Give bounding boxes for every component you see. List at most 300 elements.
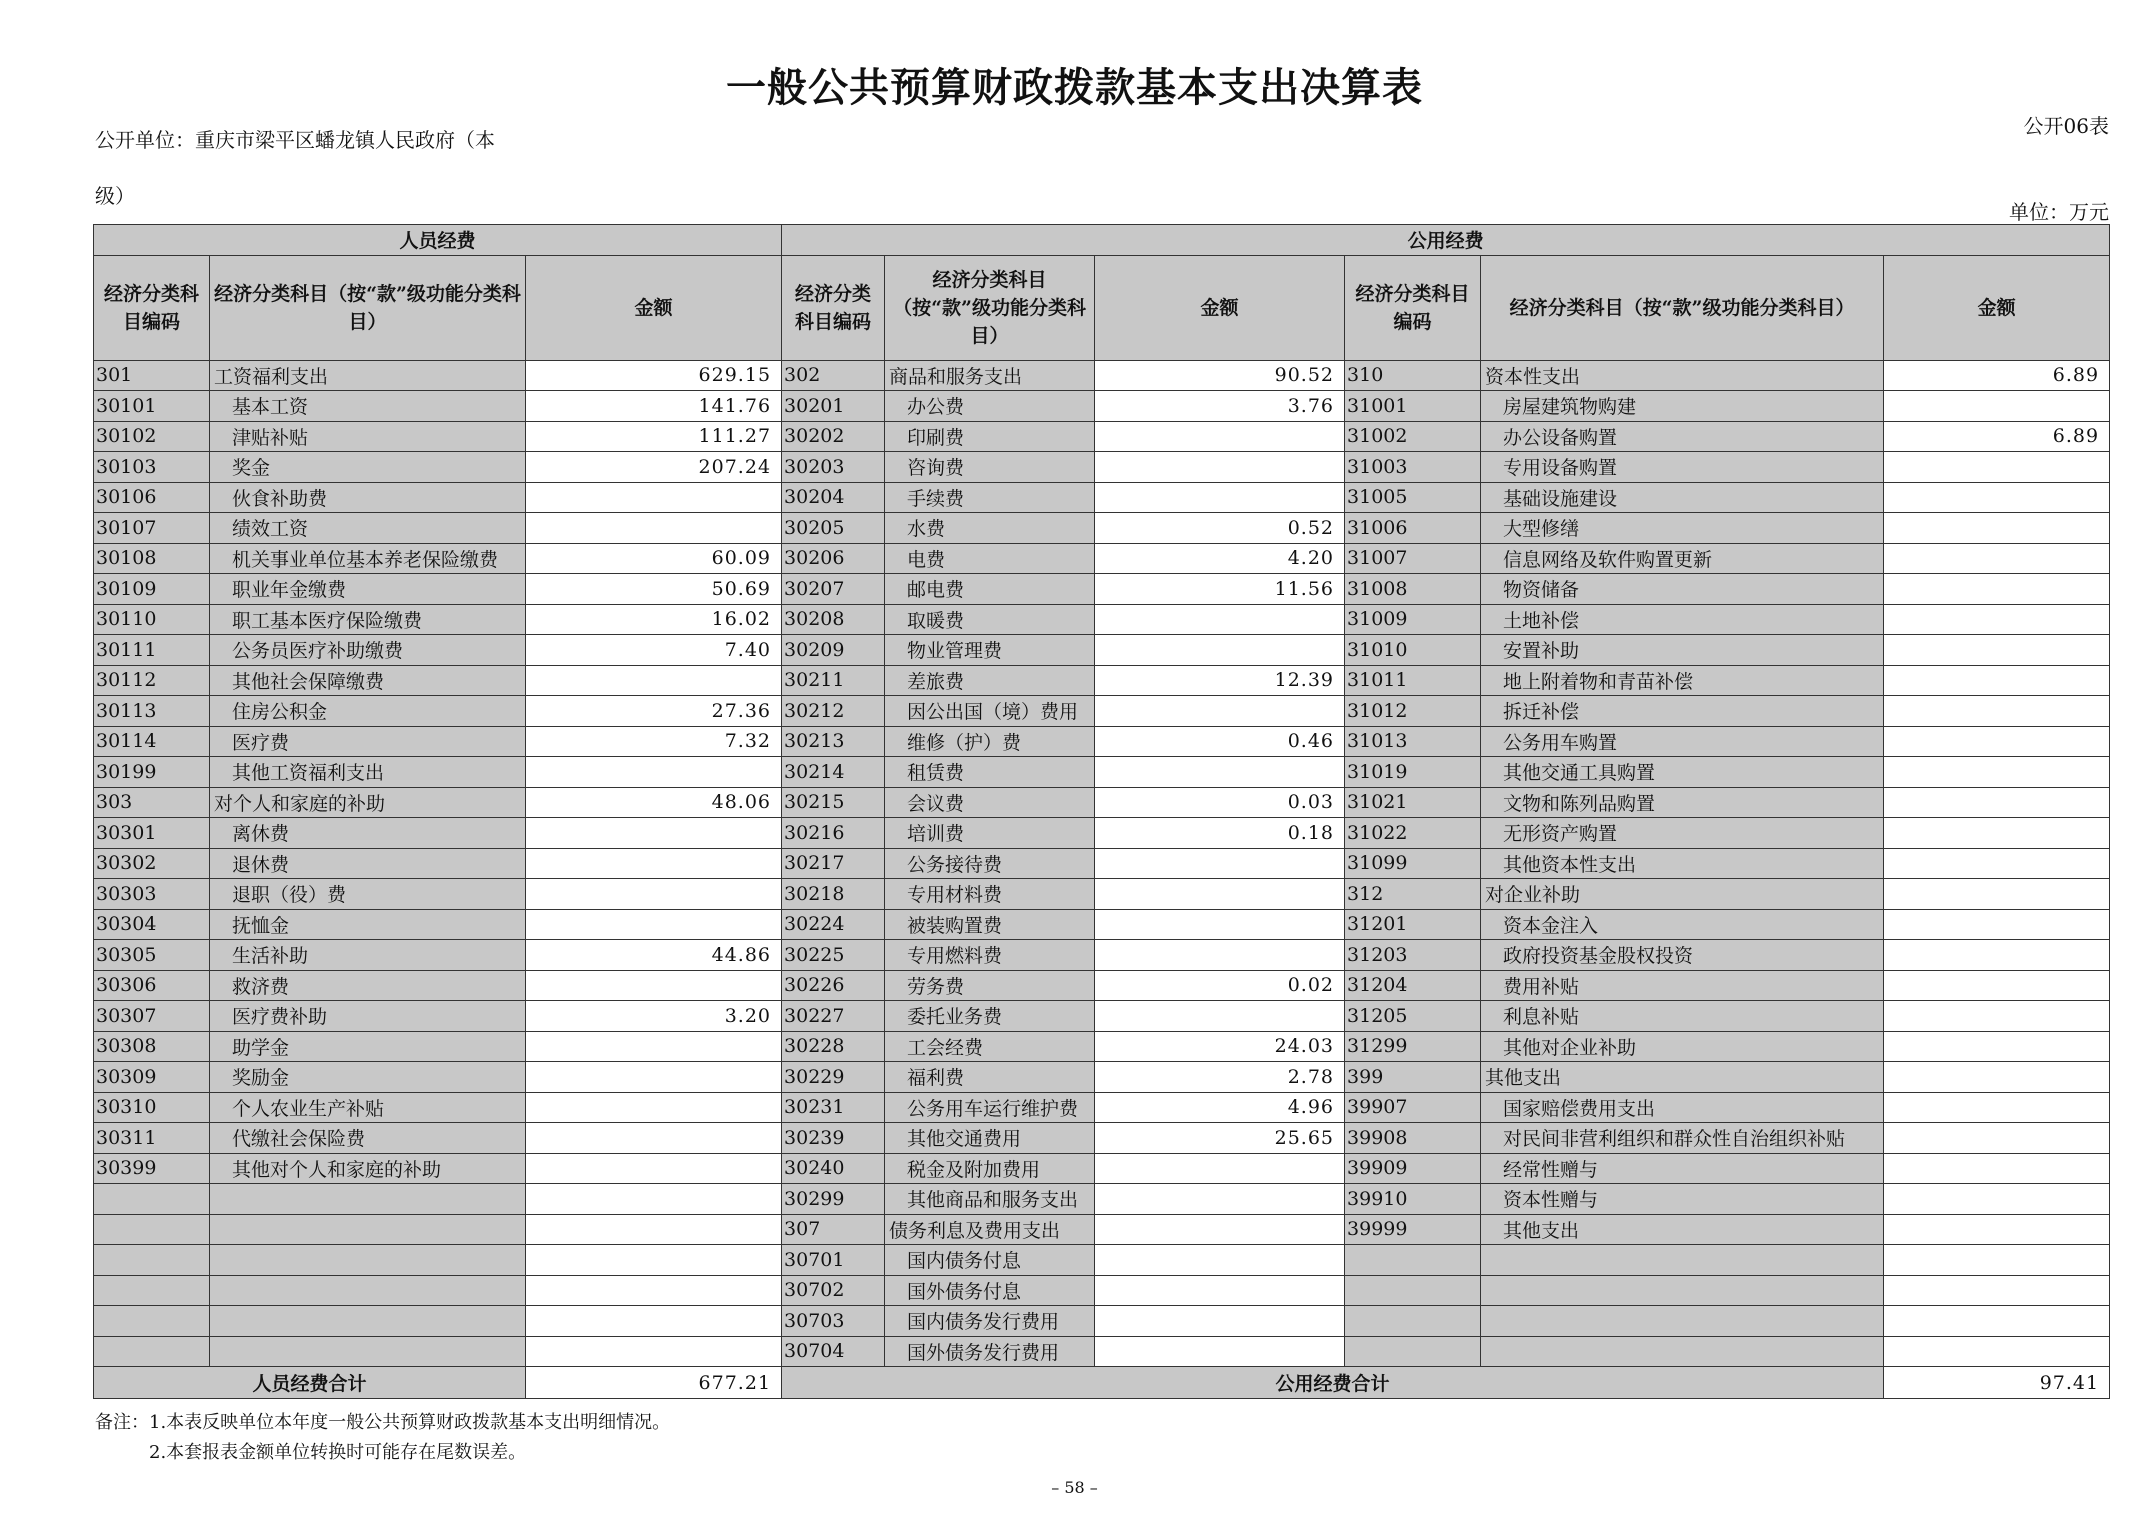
amount-cell bbox=[1884, 940, 2110, 971]
item-name-cell: 债务利息及费用支出 bbox=[885, 1214, 1095, 1245]
item-name-cell: 地上附着物和青苗补偿 bbox=[1481, 665, 1884, 696]
code-cell: 30703 bbox=[782, 1306, 885, 1337]
item-name-cell: 国家赔偿费用支出 bbox=[1481, 1092, 1884, 1123]
table-row bbox=[94, 1336, 2110, 1367]
amount-cell: 141.76 bbox=[526, 391, 782, 422]
amount-cell bbox=[526, 1031, 782, 1062]
amount-cell bbox=[526, 1275, 782, 1306]
code-cell: 39908 bbox=[1345, 1123, 1481, 1154]
item-name-cell: 其他支出 bbox=[1481, 1214, 1884, 1245]
code-cell: 30399 bbox=[94, 1153, 210, 1184]
amount-cell bbox=[526, 1306, 782, 1337]
code-cell: 399 bbox=[1345, 1062, 1481, 1093]
amount-cell bbox=[1095, 482, 1345, 513]
code-cell: 30207 bbox=[782, 574, 885, 605]
item-name-cell: 印刷费 bbox=[885, 421, 1095, 452]
code-cell bbox=[94, 1306, 210, 1337]
public-header: 公用经费 bbox=[782, 225, 2110, 256]
code-cell: 31021 bbox=[1345, 787, 1481, 818]
item-name-cell: 办公费 bbox=[885, 391, 1095, 422]
code-cell: 31009 bbox=[1345, 604, 1481, 635]
code-cell: 30209 bbox=[782, 635, 885, 666]
amount-cell bbox=[1884, 1336, 2110, 1367]
code-cell: 30112 bbox=[94, 665, 210, 696]
amount-cell: 16.02 bbox=[526, 604, 782, 635]
amount-cell bbox=[1884, 665, 2110, 696]
code-cell bbox=[94, 1336, 210, 1367]
code-cell: 31201 bbox=[1345, 909, 1481, 940]
code-cell bbox=[1345, 1306, 1481, 1337]
amount-cell: 629.15 bbox=[526, 360, 782, 391]
item-name-cell: 电费 bbox=[885, 543, 1095, 574]
item-name-cell: 办公设备购置 bbox=[1481, 421, 1884, 452]
item-name-cell: 津贴补贴 bbox=[210, 421, 526, 452]
code-cell: 30701 bbox=[782, 1245, 885, 1276]
amount-cell bbox=[1884, 848, 2110, 879]
code-cell: 30108 bbox=[94, 543, 210, 574]
item-name-cell: 文物和陈列品购置 bbox=[1481, 787, 1884, 818]
amount-cell bbox=[1095, 452, 1345, 483]
notes bbox=[95, 1408, 670, 1468]
table-row bbox=[94, 757, 2110, 788]
code-cell: 303 bbox=[94, 787, 210, 818]
item-name-cell: 其他工资福利支出 bbox=[210, 757, 526, 788]
item-name-cell: 工会经费 bbox=[885, 1031, 1095, 1062]
item-name-cell: 国外债务付息 bbox=[885, 1275, 1095, 1306]
item-name-cell: 手续费 bbox=[885, 482, 1095, 513]
item-name-cell: 伙食补助费 bbox=[210, 482, 526, 513]
note-1: 备注：1.本表反映单位本年度一般公共预算财政拨款基本支出明细情况。 bbox=[95, 1412, 671, 1433]
col-name-1: 经济分类科目（按“款”级功能分类科目） bbox=[210, 255, 526, 360]
amount-cell bbox=[526, 879, 782, 910]
code-cell: 30202 bbox=[782, 421, 885, 452]
amount-cell bbox=[1095, 635, 1345, 666]
col-code-3: 经济分类科目编码 bbox=[1345, 255, 1481, 360]
amount-cell bbox=[526, 1336, 782, 1367]
code-cell: 30215 bbox=[782, 787, 885, 818]
code-cell: 30211 bbox=[782, 665, 885, 696]
code-cell: 30302 bbox=[94, 848, 210, 879]
amount-cell bbox=[1884, 970, 2110, 1001]
amount-cell bbox=[1095, 1275, 1345, 1306]
code-cell: 30310 bbox=[94, 1092, 210, 1123]
table-row bbox=[94, 574, 2110, 605]
item-name-cell bbox=[210, 1214, 526, 1245]
amount-cell bbox=[1884, 1001, 2110, 1032]
amount-cell: 0.02 bbox=[1095, 970, 1345, 1001]
code-cell: 31204 bbox=[1345, 970, 1481, 1001]
amount-cell: 0.46 bbox=[1095, 726, 1345, 757]
item-name-cell: 培训费 bbox=[885, 818, 1095, 849]
amount-cell bbox=[1095, 879, 1345, 910]
amount-cell bbox=[526, 1184, 782, 1215]
amount-cell: 0.03 bbox=[1095, 787, 1345, 818]
amount-cell bbox=[1884, 635, 2110, 666]
table-row bbox=[94, 848, 2110, 879]
amount-cell: 2.78 bbox=[1095, 1062, 1345, 1093]
item-name-cell: 奖金 bbox=[210, 452, 526, 483]
code-cell: 30106 bbox=[94, 482, 210, 513]
item-name-cell: 其他交通工具购置 bbox=[1481, 757, 1884, 788]
item-name-cell: 维修（护）费 bbox=[885, 726, 1095, 757]
table-row bbox=[94, 635, 2110, 666]
item-name-cell: 救济费 bbox=[210, 970, 526, 1001]
amount-cell bbox=[1884, 696, 2110, 727]
expenditure-table bbox=[93, 224, 2110, 1399]
table-row bbox=[94, 665, 2110, 696]
amount-cell bbox=[526, 818, 782, 849]
code-cell: 31299 bbox=[1345, 1031, 1481, 1062]
item-name-cell: 其他对个人和家庭的补助 bbox=[210, 1153, 526, 1184]
amount-cell bbox=[1884, 1306, 2110, 1337]
code-cell: 30110 bbox=[94, 604, 210, 635]
code-cell: 31022 bbox=[1345, 818, 1481, 849]
item-name-cell: 医疗费 bbox=[210, 726, 526, 757]
table-row bbox=[94, 543, 2110, 574]
item-name-cell: 对民间非营利组织和群众性自治组织补贴 bbox=[1481, 1123, 1884, 1154]
item-name-cell: 资本性赠与 bbox=[1481, 1184, 1884, 1215]
code-cell: 30111 bbox=[94, 635, 210, 666]
code-cell: 30102 bbox=[94, 421, 210, 452]
item-name-cell bbox=[210, 1245, 526, 1276]
amount-cell bbox=[526, 1062, 782, 1093]
amount-cell bbox=[526, 513, 782, 544]
amount-cell: 207.24 bbox=[526, 452, 782, 483]
amount-cell: 12.39 bbox=[1095, 665, 1345, 696]
item-name-cell: 工资福利支出 bbox=[210, 360, 526, 391]
amount-cell bbox=[1884, 1184, 2110, 1215]
code-cell: 31013 bbox=[1345, 726, 1481, 757]
amount-cell bbox=[1884, 452, 2110, 483]
amount-cell: 60.09 bbox=[526, 543, 782, 574]
amount-cell bbox=[526, 1123, 782, 1154]
amount-cell bbox=[1884, 1031, 2110, 1062]
item-name-cell: 大型修缮 bbox=[1481, 513, 1884, 544]
code-cell: 30109 bbox=[94, 574, 210, 605]
code-cell: 30301 bbox=[94, 818, 210, 849]
item-name-cell: 公务员医疗补助缴费 bbox=[210, 635, 526, 666]
amount-cell bbox=[526, 1214, 782, 1245]
code-cell: 30199 bbox=[94, 757, 210, 788]
amount-cell bbox=[1095, 604, 1345, 635]
code-cell: 30240 bbox=[782, 1153, 885, 1184]
table-row bbox=[94, 1275, 2110, 1306]
amount-cell: 11.56 bbox=[1095, 574, 1345, 605]
code-cell: 30101 bbox=[94, 391, 210, 422]
item-name-cell: 资本性支出 bbox=[1481, 360, 1884, 391]
item-name-cell: 公务接待费 bbox=[885, 848, 1095, 879]
code-cell: 30201 bbox=[782, 391, 885, 422]
amount-cell bbox=[1095, 1153, 1345, 1184]
amount-cell bbox=[1884, 818, 2110, 849]
amount-cell bbox=[526, 1245, 782, 1276]
item-name-cell: 土地补偿 bbox=[1481, 604, 1884, 635]
item-name-cell: 利息补贴 bbox=[1481, 1001, 1884, 1032]
code-cell: 30299 bbox=[782, 1184, 885, 1215]
item-name-cell: 房屋建筑物购建 bbox=[1481, 391, 1884, 422]
col-amount-1: 金额 bbox=[526, 255, 782, 360]
item-name-cell: 费用补贴 bbox=[1481, 970, 1884, 1001]
code-cell bbox=[1345, 1275, 1481, 1306]
item-name-cell: 抚恤金 bbox=[210, 909, 526, 940]
code-cell: 31203 bbox=[1345, 940, 1481, 971]
item-name-cell: 邮电费 bbox=[885, 574, 1095, 605]
item-name-cell: 会议费 bbox=[885, 787, 1095, 818]
table-row bbox=[94, 1153, 2110, 1184]
item-name-cell: 物资储备 bbox=[1481, 574, 1884, 605]
personnel-total-amount: 677.21 bbox=[526, 1367, 782, 1399]
code-cell bbox=[94, 1275, 210, 1306]
code-cell: 30231 bbox=[782, 1092, 885, 1123]
item-name-cell: 基础设施建设 bbox=[1481, 482, 1884, 513]
item-name-cell: 代缴社会保险费 bbox=[210, 1123, 526, 1154]
code-cell: 30226 bbox=[782, 970, 885, 1001]
code-cell: 30206 bbox=[782, 543, 885, 574]
amount-cell bbox=[1095, 909, 1345, 940]
amount-cell: 24.03 bbox=[1095, 1031, 1345, 1062]
amount-cell bbox=[1884, 1153, 2110, 1184]
table-row bbox=[94, 1123, 2110, 1154]
amount-cell bbox=[1095, 1184, 1345, 1215]
code-cell: 31008 bbox=[1345, 574, 1481, 605]
reporting-unit-continued: 级） bbox=[95, 184, 135, 208]
amount-cell bbox=[1884, 1245, 2110, 1276]
item-name-cell: 公务用车购置 bbox=[1481, 726, 1884, 757]
code-cell: 30114 bbox=[94, 726, 210, 757]
amount-cell bbox=[1884, 604, 2110, 635]
code-cell: 39999 bbox=[1345, 1214, 1481, 1245]
code-cell: 30308 bbox=[94, 1031, 210, 1062]
item-name-cell: 信息网络及软件购置更新 bbox=[1481, 543, 1884, 574]
table-row bbox=[94, 1062, 2110, 1093]
item-name-cell bbox=[210, 1275, 526, 1306]
code-cell: 301 bbox=[94, 360, 210, 391]
note-2: 2.本套报表金额单位转换时可能存在尾数误差。 bbox=[149, 1442, 527, 1463]
item-name-cell: 生活补助 bbox=[210, 940, 526, 971]
code-cell: 310 bbox=[1345, 360, 1481, 391]
table-row bbox=[94, 360, 2110, 391]
code-cell: 30203 bbox=[782, 452, 885, 483]
item-name-cell: 公务用车运行维护费 bbox=[885, 1092, 1095, 1123]
code-cell bbox=[94, 1245, 210, 1276]
item-name-cell: 因公出国（境）费用 bbox=[885, 696, 1095, 727]
amount-cell bbox=[1884, 543, 2110, 574]
amount-cell: 4.20 bbox=[1095, 543, 1345, 574]
amount-cell: 6.89 bbox=[1884, 360, 2110, 391]
item-name-cell: 机关事业单位基本养老保险缴费 bbox=[210, 543, 526, 574]
code-cell: 31019 bbox=[1345, 757, 1481, 788]
item-name-cell: 国外债务发行费用 bbox=[885, 1336, 1095, 1367]
code-cell: 30216 bbox=[782, 818, 885, 849]
amount-cell: 3.20 bbox=[526, 1001, 782, 1032]
amount-cell: 90.52 bbox=[1095, 360, 1345, 391]
col-code-2: 经济分类科目编码 bbox=[782, 255, 885, 360]
item-name-cell: 租赁费 bbox=[885, 757, 1095, 788]
table-row bbox=[94, 482, 2110, 513]
item-name-cell: 奖励金 bbox=[210, 1062, 526, 1093]
form-number: 公开06表 bbox=[2023, 114, 2109, 138]
item-name-cell bbox=[210, 1184, 526, 1215]
code-cell: 30208 bbox=[782, 604, 885, 635]
amount-cell bbox=[526, 909, 782, 940]
amount-cell bbox=[526, 970, 782, 1001]
code-cell: 30217 bbox=[782, 848, 885, 879]
item-name-cell bbox=[1481, 1275, 1884, 1306]
code-cell: 30205 bbox=[782, 513, 885, 544]
item-name-cell: 资本金注入 bbox=[1481, 909, 1884, 940]
item-name-cell: 经常性赠与 bbox=[1481, 1153, 1884, 1184]
amount-cell: 0.18 bbox=[1095, 818, 1345, 849]
amount-cell bbox=[1095, 1001, 1345, 1032]
amount-cell bbox=[1884, 787, 2110, 818]
item-name-cell: 委托业务费 bbox=[885, 1001, 1095, 1032]
item-name-cell: 国内债务发行费用 bbox=[885, 1306, 1095, 1337]
table-row bbox=[94, 604, 2110, 635]
amount-cell bbox=[1095, 421, 1345, 452]
code-cell: 30218 bbox=[782, 879, 885, 910]
amount-cell bbox=[1884, 574, 2110, 605]
code-cell: 30303 bbox=[94, 879, 210, 910]
code-cell: 31002 bbox=[1345, 421, 1481, 452]
amount-cell: 0.52 bbox=[1095, 513, 1345, 544]
amount-cell bbox=[1095, 848, 1345, 879]
item-name-cell: 住房公积金 bbox=[210, 696, 526, 727]
item-name-cell: 专用燃料费 bbox=[885, 940, 1095, 971]
item-name-cell bbox=[210, 1306, 526, 1337]
amount-cell bbox=[526, 482, 782, 513]
code-cell: 31006 bbox=[1345, 513, 1481, 544]
item-name-cell: 差旅费 bbox=[885, 665, 1095, 696]
code-cell: 30304 bbox=[94, 909, 210, 940]
code-cell: 39910 bbox=[1345, 1184, 1481, 1215]
code-cell: 39907 bbox=[1345, 1092, 1481, 1123]
col-name-2: 经济分类科目（按“款”级功能分类科目） bbox=[885, 255, 1095, 360]
table-row bbox=[94, 1092, 2110, 1123]
table-row bbox=[94, 452, 2110, 483]
code-cell: 30225 bbox=[782, 940, 885, 971]
amount-cell bbox=[526, 1153, 782, 1184]
code-cell: 31010 bbox=[1345, 635, 1481, 666]
code-cell: 30212 bbox=[782, 696, 885, 727]
item-name-cell: 取暖费 bbox=[885, 604, 1095, 635]
col-amount-2: 金额 bbox=[1095, 255, 1345, 360]
table-row bbox=[94, 1001, 2110, 1032]
code-cell: 31003 bbox=[1345, 452, 1481, 483]
amount-cell bbox=[1884, 482, 2110, 513]
amount-cell bbox=[1884, 726, 2110, 757]
totals-row bbox=[94, 1367, 2110, 1399]
item-name-cell: 水费 bbox=[885, 513, 1095, 544]
code-cell: 30229 bbox=[782, 1062, 885, 1093]
code-cell: 30224 bbox=[782, 909, 885, 940]
table-row bbox=[94, 421, 2110, 452]
item-name-cell: 其他资本性支出 bbox=[1481, 848, 1884, 879]
table-row bbox=[94, 1031, 2110, 1062]
amount-cell: 3.76 bbox=[1095, 391, 1345, 422]
item-name-cell: 劳务费 bbox=[885, 970, 1095, 1001]
code-cell: 30214 bbox=[782, 757, 885, 788]
code-cell: 31099 bbox=[1345, 848, 1481, 879]
item-name-cell: 被装购置费 bbox=[885, 909, 1095, 940]
amount-cell: 50.69 bbox=[526, 574, 782, 605]
amount-cell bbox=[526, 848, 782, 879]
code-cell bbox=[94, 1214, 210, 1245]
amount-cell bbox=[1884, 879, 2110, 910]
table-row bbox=[94, 1306, 2110, 1337]
amount-cell bbox=[1884, 757, 2110, 788]
amount-cell bbox=[1884, 1123, 2110, 1154]
item-name-cell: 安置补助 bbox=[1481, 635, 1884, 666]
item-name-cell: 离休费 bbox=[210, 818, 526, 849]
code-cell: 30228 bbox=[782, 1031, 885, 1062]
amount-cell: 27.36 bbox=[526, 696, 782, 727]
money-unit: 单位：万元 bbox=[2009, 200, 2109, 224]
table-row bbox=[94, 879, 2110, 910]
code-cell: 307 bbox=[782, 1214, 885, 1245]
item-name-cell: 其他商品和服务支出 bbox=[885, 1184, 1095, 1215]
code-cell: 31205 bbox=[1345, 1001, 1481, 1032]
item-name-cell: 基本工资 bbox=[210, 391, 526, 422]
amount-cell bbox=[1095, 940, 1345, 971]
item-name-cell bbox=[1481, 1336, 1884, 1367]
page-number: – 58 – bbox=[1051, 1478, 1098, 1497]
item-name-cell: 无形资产购置 bbox=[1481, 818, 1884, 849]
amount-cell bbox=[1095, 696, 1345, 727]
item-name-cell: 职业年金缴费 bbox=[210, 574, 526, 605]
col-code-1: 经济分类科目编码 bbox=[94, 255, 210, 360]
item-name-cell: 国内债务付息 bbox=[885, 1245, 1095, 1276]
code-cell: 31012 bbox=[1345, 696, 1481, 727]
amount-cell bbox=[526, 665, 782, 696]
code-cell: 31011 bbox=[1345, 665, 1481, 696]
amount-cell bbox=[1095, 1214, 1345, 1245]
column-header-row bbox=[94, 255, 2110, 360]
amount-cell bbox=[1884, 391, 2110, 422]
amount-cell: 25.65 bbox=[1095, 1123, 1345, 1154]
personnel-header: 人员经费 bbox=[94, 225, 782, 256]
amount-cell bbox=[1095, 1245, 1345, 1276]
item-name-cell: 医疗费补助 bbox=[210, 1001, 526, 1032]
amount-cell bbox=[1884, 513, 2110, 544]
amount-cell bbox=[526, 757, 782, 788]
table-row bbox=[94, 940, 2110, 971]
item-name-cell: 其他支出 bbox=[1481, 1062, 1884, 1093]
item-name-cell: 其他社会保障缴费 bbox=[210, 665, 526, 696]
table-row bbox=[94, 696, 2110, 727]
item-name-cell bbox=[1481, 1245, 1884, 1276]
code-cell: 30107 bbox=[94, 513, 210, 544]
col-name-3: 经济分类科目（按“款”级功能分类科目） bbox=[1481, 255, 1884, 360]
amount-cell bbox=[526, 1092, 782, 1123]
table-row bbox=[94, 818, 2110, 849]
item-name-cell: 福利费 bbox=[885, 1062, 1095, 1093]
personnel-total-label: 人员经费合计 bbox=[94, 1367, 526, 1399]
amount-cell: 6.89 bbox=[1884, 421, 2110, 452]
code-cell: 30305 bbox=[94, 940, 210, 971]
code-cell: 30306 bbox=[94, 970, 210, 1001]
amount-cell bbox=[1884, 1214, 2110, 1245]
item-name-cell: 拆迁补偿 bbox=[1481, 696, 1884, 727]
table-row bbox=[94, 970, 2110, 1001]
amount-cell: 111.27 bbox=[526, 421, 782, 452]
code-cell: 31005 bbox=[1345, 482, 1481, 513]
public-total-amount: 97.41 bbox=[1884, 1367, 2110, 1399]
amount-cell: 44.86 bbox=[526, 940, 782, 971]
amount-cell bbox=[1095, 757, 1345, 788]
code-cell bbox=[1345, 1245, 1481, 1276]
item-name-cell: 其他对企业补助 bbox=[1481, 1031, 1884, 1062]
item-name-cell: 专用设备购置 bbox=[1481, 452, 1884, 483]
